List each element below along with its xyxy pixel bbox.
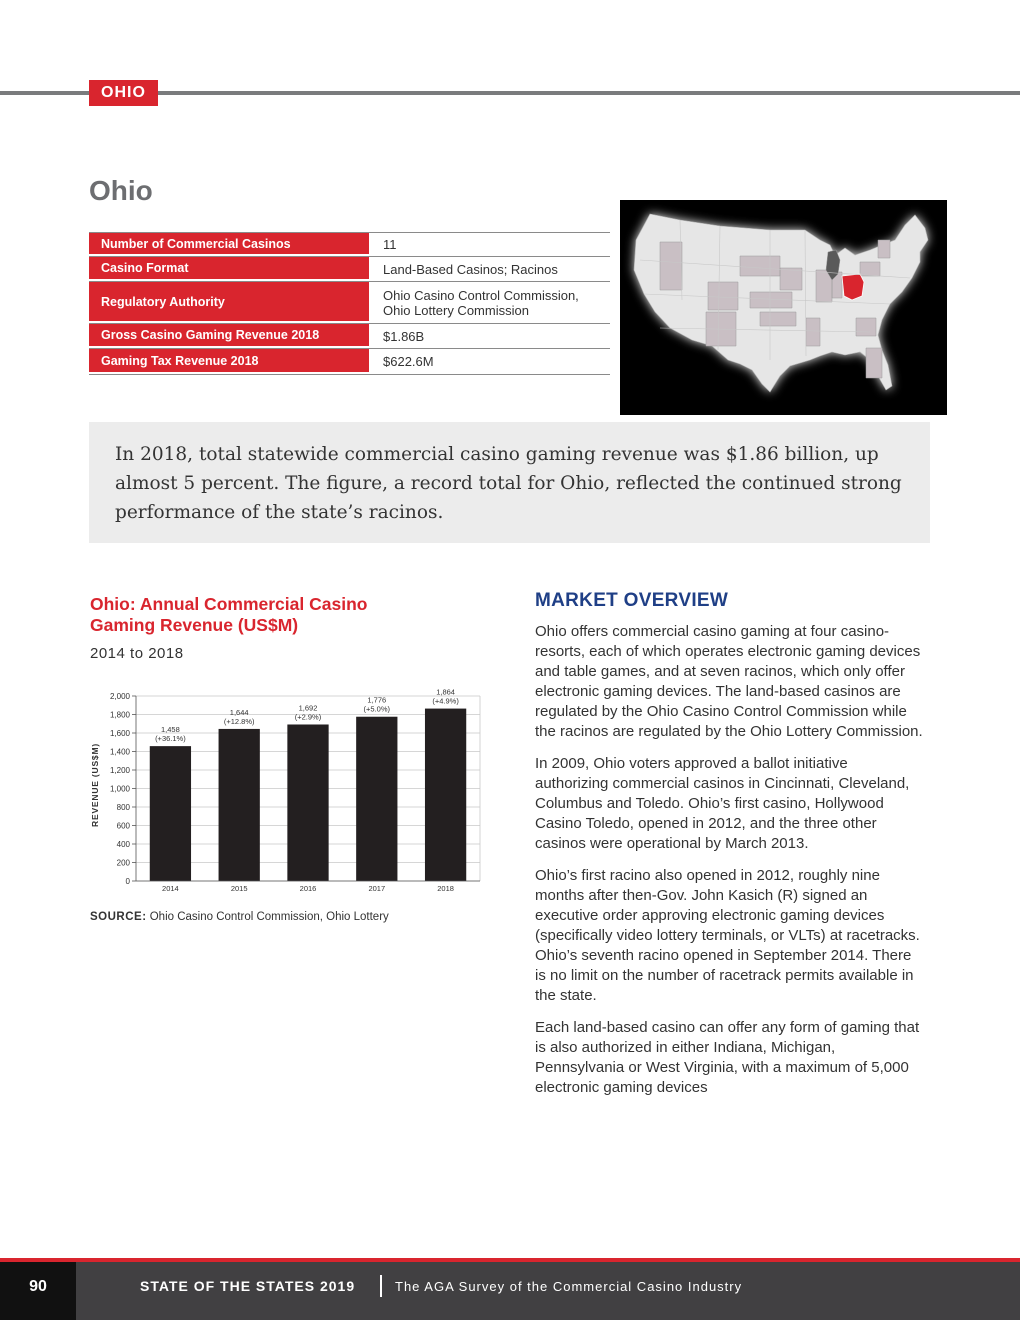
- bar-change-label: (+12.8%): [223, 716, 255, 726]
- chart-y-ticks: [110, 692, 131, 886]
- market-overview-paragraph: Ohio offers commercial casino gaming at four casino-resorts, each of which operates electronic gaming devices and table games, and at seven racinos, which only offer electronic gaming devices. The land-based casinos are regulated by the Ohio Casino Control Commission while the racinos are regulated by the Ohio Lottery Commission.: [535, 623, 923, 740]
- chart-source: [90, 911, 389, 923]
- bar-value-label: 1,644: [229, 707, 249, 717]
- chart-y-axis-label: REVENUE (US$M): [90, 743, 100, 827]
- market-overview-title: MARKET OVERVIEW: [535, 590, 729, 611]
- x-tick-label: 2018: [437, 884, 454, 893]
- state-tag: OHIO: [89, 80, 158, 106]
- chart-subtitle: 2014 to 2018: [90, 645, 184, 662]
- fact-label: Number of Commercial Casinos: [89, 233, 369, 256]
- bar: [287, 724, 328, 881]
- bar: [150, 746, 191, 881]
- summary-callout: In 2018, total statewide commercial casino gaming revenue was $1.86 billion, up almost 5 percent. The figure, a record total for Ohio, reflected the continued strong performance of the state’s racinos.: [89, 422, 930, 543]
- bar-change-label: (+36.1%): [155, 734, 186, 744]
- bar-value-label: 1,776: [367, 695, 387, 705]
- y-tick-label: 1,400: [109, 747, 130, 757]
- chart-bars: [150, 688, 466, 881]
- fact-value: $1.86B: [383, 328, 425, 344]
- fact-label: Regulatory Authority: [89, 282, 369, 323]
- fact-row: [89, 282, 610, 324]
- fact-label: Gaming Tax Revenue 2018: [89, 349, 369, 374]
- market-overview-paragraph: Ohio’s first racino also opened in 2012, roughly nine months after then-Gov. John Kasich (R) signed an executive order approving electronic gaming devices (specifically video lottery terminals, or VLTs) at racetracks. Ohio’s seventh racino opened in September 2014. There is no limit on the number of racetrack permits available in the state.: [535, 867, 920, 1004]
- fact-value: $622.6M: [383, 354, 434, 369]
- bar-value-label: 1,864: [436, 687, 455, 697]
- page-number: 90: [0, 1262, 76, 1320]
- page-title: Ohio: [89, 175, 153, 206]
- fact-value: Land-Based Casinos; Racinos: [383, 261, 558, 277]
- bar-value-label: 1,692: [298, 703, 318, 713]
- fact-row: [89, 257, 610, 282]
- footer-separator: [380, 1275, 382, 1297]
- fact-label: Casino Format: [89, 257, 369, 281]
- chart-source-label: SOURCE:: [90, 911, 147, 923]
- y-tick-label: 1,800: [109, 710, 130, 720]
- us-map: [620, 200, 947, 415]
- market-overview-paragraph: Each land-based casino can offer any form of gaming that is also authorized in either Indiana, Michigan, Pennsylvania or West Virginia, with a maximum of 5,000 electronic gaming devices: [535, 1019, 920, 1096]
- bar-value-label: 1,458: [161, 725, 180, 735]
- footer-title: STATE OF THE STATES 2019: [140, 1278, 356, 1294]
- x-tick-label: 2015: [230, 884, 248, 893]
- fact-row: [89, 324, 610, 349]
- bar-change-label: (+4.9%): [432, 696, 459, 706]
- y-tick-label: 1,600: [109, 729, 130, 738]
- market-overview-body: [535, 622, 925, 1110]
- y-tick-label: 1,200: [109, 766, 130, 775]
- x-tick-label: 2014: [162, 884, 179, 893]
- y-tick-label: 0: [125, 877, 130, 886]
- x-tick-label: 2017: [368, 884, 386, 893]
- bar-change-label: (+5.0%): [363, 704, 391, 714]
- bar: [356, 717, 397, 881]
- market-overview-paragraph: In 2009, Ohio voters approved a ballot initiative authorizing commercial casinos in Cincinnati, Cleveland, Columbus and Toledo. Ohio’s first casino, Hollywood Casino Toledo, opened in 2012, and the three other casinos were operational by March 2013.: [535, 755, 910, 852]
- us-map-graphic: [620, 200, 947, 415]
- fact-row: [89, 349, 610, 375]
- fact-value: 11: [383, 237, 397, 252]
- fact-row: [89, 232, 610, 257]
- bar: [425, 709, 466, 881]
- chart-title: Ohio: Annual Commercial Casino Gaming Revenue (US$M): [90, 594, 368, 635]
- chart-source-text: Ohio Casino Control Commission, Ohio Lottery: [149, 911, 389, 923]
- y-tick-label: 2,000: [109, 692, 130, 701]
- ohio-highlight: [842, 274, 864, 300]
- footer-subtitle: The AGA Survey of the Commercial Casino Industry: [395, 1279, 743, 1294]
- y-tick-label: 800: [116, 803, 130, 812]
- bar-change-label: (+2.9%): [294, 712, 322, 722]
- bar: [219, 729, 260, 881]
- y-tick-label: 600: [116, 821, 130, 831]
- x-tick-label: 2016: [299, 884, 317, 893]
- fact-value: Ohio Casino Control Commission, Ohio Lottery Commission: [383, 287, 579, 318]
- y-tick-label: 1,000: [109, 784, 130, 794]
- facts-table: [89, 232, 610, 375]
- y-tick-label: 200: [116, 858, 130, 868]
- chart-x-ticks: [136, 881, 480, 893]
- fact-label: Gross Casino Gaming Revenue 2018: [89, 324, 369, 348]
- y-tick-label: 400: [116, 840, 130, 849]
- revenue-bar-chart: [86, 684, 486, 899]
